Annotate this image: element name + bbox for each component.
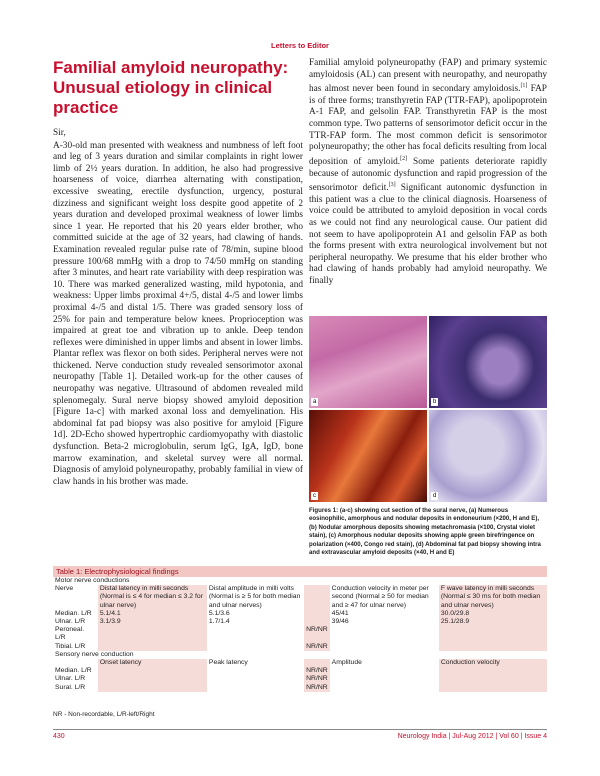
col-peak-latency: Peak latency — [208, 659, 248, 667]
col-nerve: Nerve — [55, 585, 74, 593]
section-label: Letters to Editor — [271, 41, 329, 50]
col-f-wave: F wave latency in milli seconds (Normal ≤ 30 ms for both median and ulnar nerves) — [439, 585, 547, 610]
body-paragraph: A-30-old man presented with weakness and numbness of left foot and leg of 3 years duration and similar complaints in right lower limb of 2½ years duration. In addition, he also had progressive hoarseness of voice, diarrhea alternating with constipation, excessive sweating, erectile dysfunction, urgency, postural dizziness and significant weight loss despite good appetite of 2 years duration and developed proximal weakness of lower limbs since 1 year. He reported that his 20 years elder brother, who committed suicide at the age of 32 years, had clawing of hands. Examination revealed regular pulse rate of 78/min, supine blood pressure 100/68 mmHg with a drop to 74/50 mmHg on standing after 3 minutes, and heart rate variability with deep respiration was 10. There was marked generalized wasting, mild hypotonia, and weakness: Upper limbs proximal 4+/5, distal 4-/5 and lower limbs proximal 4-/5 and distal 1/5. There was graded sensory loss of 25% for pain and temperature below knees. Proprioception was impaired at great toe and vibration up to ankle. Deep tendon reflexes were diminished in upper limbs and absent in lower limbs. Plantar reflex was flexor on both sides. Peripheral nerves were not thickened. Nerve conduction study revealed sensorimotor axonal neuropathy [Table 1]. Detailed work-up for the other causes of neuropathy was negative. Ultrasound of abdomen revealed mild splenomegaly. Sural nerve biopsy showed amyloid deposition [Figure 1a-c] with marked axonal loss and demyelination. His abdominal fat pad biopsy was also positive for amyloid [Figure 1d]. 2D-Echo showed hypertrophic cardiomyopathy with diastolic dysfunction. Beta-2 microglobulin, serum IgG, IgA, IgD, bone marrow examination, and skeletal survey were all normal. Diagnosis of amyloid polyneuropathy, probably familial in view of claw hands in his brother was made. — [53, 140, 303, 487]
table-footnote: NR - Non-recordable, L/R-left/Right — [53, 711, 155, 718]
figure-panel-c — [309, 410, 427, 502]
table-row: Peroneal. L/R NR/NR — [53, 626, 547, 642]
col-amplitude: Amplitude — [331, 659, 362, 667]
article-title: Familial amyloid neuropathy: Unusual etiology in clinical practice — [53, 58, 289, 117]
salutation: Sir, — [53, 128, 66, 138]
table-row: Median. L/R 5.1/4.1 5.1/3.6 45/41 30.0/29.8 — [53, 610, 547, 618]
table-row: Median. L/R NR/NR — [53, 667, 547, 675]
panel-label: a — [313, 399, 317, 405]
figure-panel-d — [429, 410, 547, 502]
table-row: Ulnar. L/R 3.1/3.9 1.7/1.4 39/46 25.1/28.9 — [53, 618, 547, 626]
figure-1 — [309, 316, 547, 556]
panel-label: b — [433, 399, 437, 405]
page-number: 430 — [53, 733, 65, 740]
figure-caption: Figures 1: (a-c) showing cut section of the sural nerve, (a) Numerous eosinophilic, amorphous and nodular deposits in endoneurium (×200, H and E), (b) Nodular amorphous deposits showing metachromasia (×100, Crystal violet stain), (c) Amorphous nodular deposits showing apple green birefringence on polarization (×400, Congo red stain), (d) Abdominal fat pad biopsy showing intra and extravascular amyloid deposits (×40, H and E) — [309, 507, 541, 557]
col-distal-amplitude: Distal amplitude in milli volts (Normal is ≥ 5 for both median and ulnar nerves) — [208, 585, 301, 609]
ref-3[interactable]: [3] — [388, 182, 396, 189]
col-conduction-velocity: Conduction velocity in meter per second (Normal ≥ 50 for median and ≥ 47 for ulnar nerve) — [331, 585, 429, 609]
figure-panel-b — [429, 316, 547, 408]
discussion-paragraph: Familial amyloid polyneuropathy (FAP) and primary systemic amyloidosis (AL) can present with neuropathy, and neuropathy has almost never been found in secondary amyloidosis.[1] FAP is of three forms; transthyretin FAP (TTR-FAP), apolipoprotein A-1 FAP, and gelsolin FAP. Transthyretin FAP is the most common type. Two patterns of sensorimotor deficit occur in the TTR-FAP form. The most common deficit is sensorimotor polyneuropathy; the other has focal deficits resulting from local deposition of amyloid.[2] Some patients deteriorate rapidly because of autonomic dysfunction and rapid progression of the sensorimotor deficit.[3] Significant autonomic dysfunction in this patient was a clue to the clinical diagnosis. Hoarseness of voice could be attributed to amyloid deposition in vocal cords as we could not find any neurological cause. Our patient did not seem to have apolipoprotein A1 and gelsolin FAP as both the forms present with extra neurological involvement but not peripheral neuropathy. We presume that his elder brother who had clawing of hands probably had amyloid neuropathy. We finally — [309, 58, 547, 286]
table-title: Table 1: Electrophysiological findings — [53, 566, 547, 577]
panel-label: c — [313, 493, 316, 499]
figure-panel-a — [309, 316, 427, 408]
sensory-header: Sensory nerve conduction — [55, 650, 134, 658]
journal-citation: Neurology India | Jul-Aug 2012 | Vol 60 | Issue 4 — [397, 733, 547, 740]
col-onset-latency: Onset latency — [98, 659, 207, 667]
left-column — [53, 128, 303, 488]
table-row: Tibial. L/R NR/NR — [53, 643, 547, 651]
col-distal-latency: Distal latency in milli seconds (Normal is ≤ 4 for median ≤ 3.2 for ulnar nerve) — [98, 585, 207, 610]
col-sensory-velocity: Conduction velocity — [439, 659, 547, 667]
motor-header: Motor nerve conductions — [55, 577, 130, 584]
table-row: Ulnar. L/R NR/NR — [53, 675, 547, 683]
footer-divider — [53, 729, 547, 730]
ref-1[interactable]: [1] — [520, 83, 528, 90]
panel-label: d — [433, 493, 437, 499]
table-row: Sural. L/R NR/NR — [53, 684, 547, 692]
electrophysiology-table — [53, 577, 547, 692]
ref-2[interactable]: [2] — [400, 155, 408, 162]
right-column — [309, 58, 547, 288]
